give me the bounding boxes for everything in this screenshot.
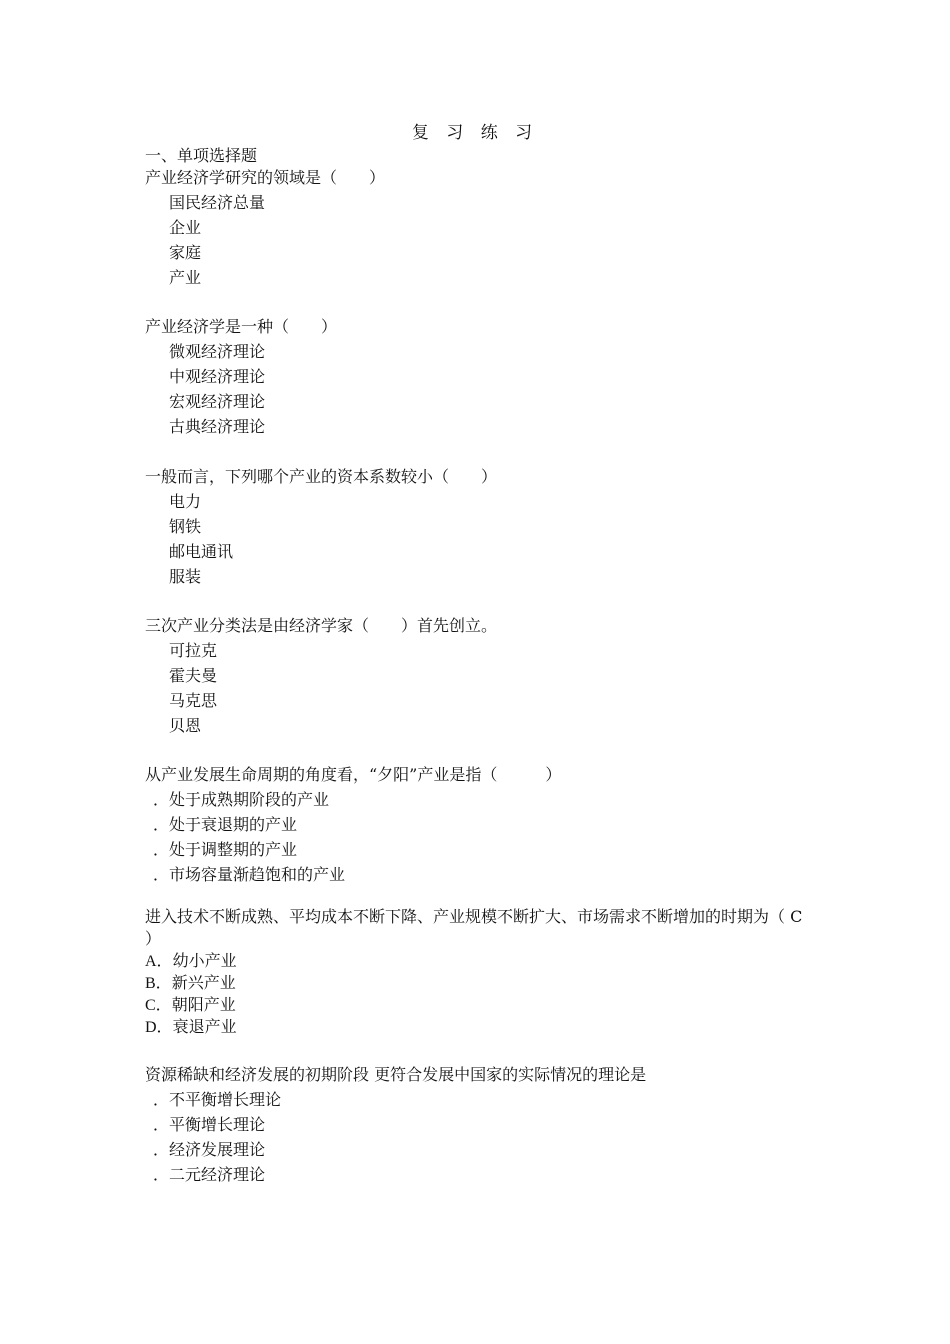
question-stem: 从产业发展生命周期的角度看，“夕阳”产业是指（ ） — [145, 765, 562, 784]
option-text: 新兴产业 — [171, 973, 236, 992]
question-stem: 进入技术不断成熟、平均成本不断下降、产业规模不断扩大、市场需求不断增加的时期为（ C ） — [145, 907, 803, 948]
question-stem: 产业经济学是一种（ ） — [145, 317, 338, 336]
option-list — [145, 787, 825, 887]
option-item: 钢铁 — [169, 517, 202, 536]
option-prefix: ． — [153, 865, 170, 884]
option-prefix: ． — [153, 840, 170, 859]
option-item — [145, 862, 825, 887]
option-item — [145, 972, 815, 994]
option-prefix: ． — [153, 1165, 170, 1184]
question-stem: 一般而言，下列哪个产业的资本系数较小（ ） — [145, 467, 498, 486]
option-item — [145, 837, 825, 862]
option-prefix: ． — [153, 790, 170, 809]
option-text: 平衡增长理论 — [169, 1115, 266, 1134]
question-6 — [145, 906, 815, 1038]
option-item: 霍夫曼 — [169, 666, 218, 685]
option-item: 邮电通讯 — [169, 542, 234, 561]
question-stem: 三次产业分类法是由经济学家（ ）首先创立。 — [145, 616, 498, 635]
option-letter: B． — [145, 975, 172, 992]
option-item: 古典经济理论 — [169, 417, 266, 436]
option-item — [145, 1162, 825, 1187]
option-list — [145, 638, 825, 738]
option-item: 宏观经济理论 — [169, 392, 266, 411]
option-text: 处于衰退期的产业 — [169, 815, 298, 834]
option-text: 处于调整期的产业 — [169, 840, 298, 859]
option-text: 经济发展理论 — [169, 1140, 266, 1159]
option-text: 不平衡增长理论 — [169, 1090, 282, 1109]
option-letter: C． — [145, 997, 172, 1014]
option-list — [145, 1087, 825, 1187]
option-item — [145, 812, 825, 837]
question-1 — [145, 165, 825, 290]
option-item: 贝恩 — [169, 716, 202, 735]
option-item: 电力 — [169, 492, 202, 511]
option-text: 衰退产业 — [172, 1017, 237, 1036]
option-item — [145, 994, 815, 1016]
option-prefix: ． — [153, 1090, 170, 1109]
question-5 — [145, 762, 825, 887]
option-item: 中观经济理论 — [169, 367, 266, 386]
option-item: 家庭 — [169, 243, 202, 262]
question-3 — [145, 464, 825, 589]
option-item: 服装 — [169, 567, 202, 586]
option-list — [145, 489, 825, 589]
option-text: 幼小产业 — [172, 951, 237, 970]
option-item — [145, 787, 825, 812]
question-2 — [145, 314, 825, 439]
option-item — [145, 950, 815, 972]
option-text: 市场容量渐趋饱和的产业 — [169, 865, 346, 884]
option-item: 可拉克 — [169, 641, 218, 660]
question-4 — [145, 613, 825, 738]
option-item: 企业 — [169, 218, 202, 237]
section-heading: 一、单项选择题 — [145, 146, 258, 165]
option-list — [145, 339, 825, 439]
option-item — [145, 1016, 815, 1038]
question-stem: 资源稀缺和经济发展的初期阶段 更符合发展中国家的实际情况的理论是 — [145, 1065, 647, 1084]
option-prefix: ． — [153, 815, 170, 834]
question-stem: 产业经济学研究的领域是（ ） — [145, 168, 386, 187]
option-text: 二元经济理论 — [169, 1165, 266, 1184]
option-item: 国民经济总量 — [169, 193, 266, 212]
option-prefix: ． — [153, 1115, 170, 1134]
option-list — [145, 190, 825, 290]
option-item: 微观经济理论 — [169, 342, 266, 361]
option-prefix: ． — [153, 1140, 170, 1159]
option-list — [145, 950, 815, 1038]
option-text: 处于成熟期阶段的产业 — [169, 790, 330, 809]
option-letter: A． — [145, 953, 173, 970]
option-item: 产业 — [169, 268, 202, 287]
option-item — [145, 1087, 825, 1112]
option-item: 马克思 — [169, 691, 218, 710]
question-7 — [145, 1062, 825, 1187]
page-title: 复 习 练 习 — [411, 123, 539, 143]
option-text: 朝阳产业 — [171, 995, 236, 1014]
option-item — [145, 1112, 825, 1137]
option-item — [145, 1137, 825, 1162]
option-letter: D． — [145, 1019, 173, 1036]
